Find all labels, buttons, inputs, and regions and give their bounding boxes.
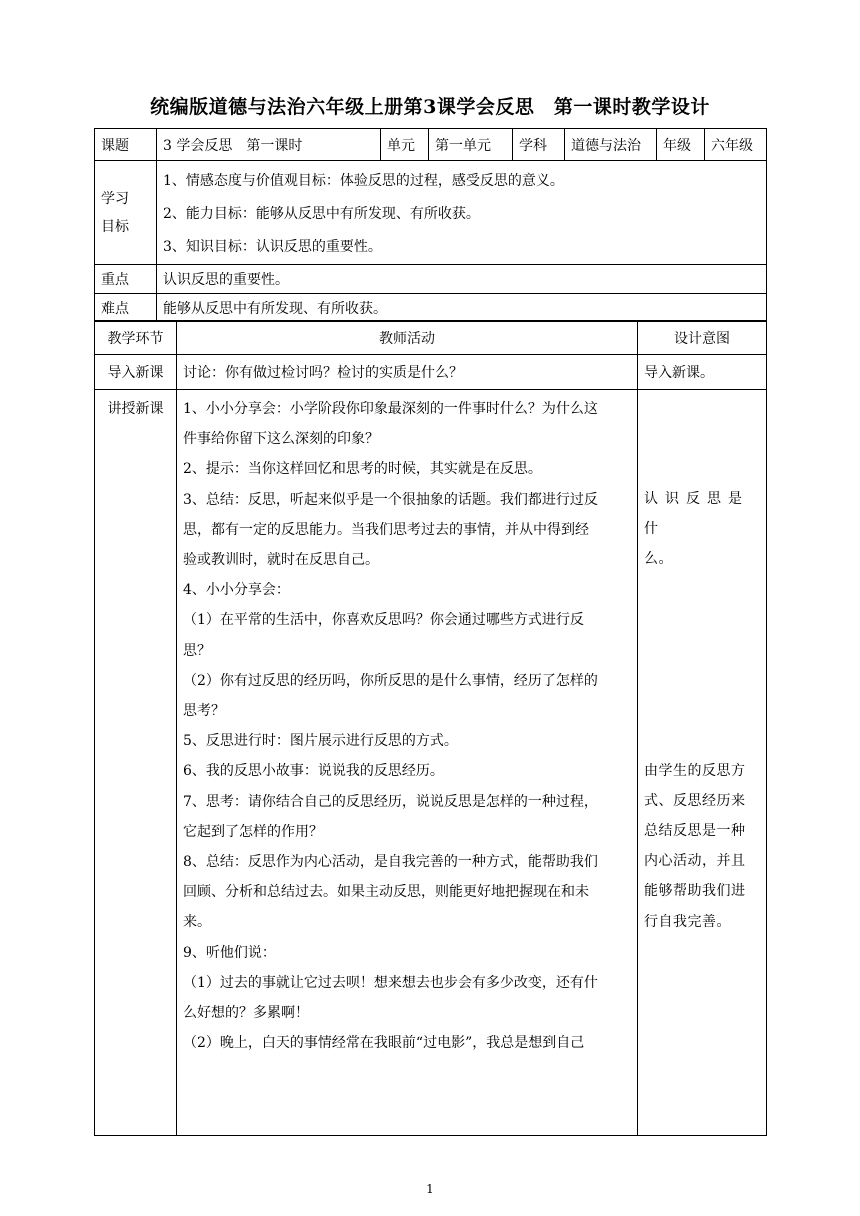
activity-line: 件事给你留下这么深刻的印象？: [183, 431, 379, 448]
activity-line: 5、反思进行时：图片展示进行反思的方式。: [183, 733, 458, 750]
activity-line: 9、听他们说：: [183, 944, 276, 961]
activity-line: 思考？: [183, 703, 225, 720]
goals-label-text: 学习目标: [101, 190, 129, 235]
goals-label: [95, 161, 157, 265]
lesson-header-row: [95, 321, 767, 355]
teach-activity: [177, 390, 638, 1136]
unit-value: 第一单元: [429, 129, 513, 161]
activity-line: 4、小小分享会：: [183, 582, 290, 599]
activity-line: 1、小小分享会：小学阶段你印象最深刻的一件事时什么？为什么这: [183, 401, 598, 417]
difficulty-row: [95, 294, 767, 322]
activity-line: 7、思考：请你结合自己的反思经历，说说反思是怎样的一种过程，: [183, 793, 598, 810]
goal-item: 2、能力目标：能够从反思中有所发现、有所收获。: [163, 206, 480, 222]
topic-label: 课题: [95, 129, 157, 161]
activity-line: 么好想的？多累啊！: [183, 1005, 309, 1022]
intent-line: 由学生的反思方: [644, 762, 746, 779]
goals-content: [157, 161, 767, 265]
goal-item: 3、知识目标：认识反思的重要性。: [163, 239, 382, 255]
intro-intent: 导入新课。: [638, 355, 767, 390]
intent-line: 式、反思经历来: [644, 792, 746, 809]
intro-activity: 讨论：你有做过检讨吗？检讨的实质是什么？: [177, 355, 638, 390]
activity-line: （1）过去的事就让它过去呗！想来想去也步会有多少改变，还有什: [183, 974, 598, 991]
topic-value: 3 学会反思 第一课时: [157, 129, 381, 161]
intent-header: 设计意图: [638, 321, 767, 355]
teach-stage: [95, 390, 177, 1136]
intent-line: 么。: [644, 551, 673, 568]
intro-row: [95, 355, 767, 390]
lesson-table: [94, 320, 767, 1136]
activity-line: 验或教训时，就时在反思自己。: [183, 552, 379, 569]
intro-stage: 导入新课: [95, 355, 177, 390]
activity-line: 8、总结：反思作为内心活动，是自我完善的一种方式，能帮助我们: [183, 854, 598, 871]
activity-line: （2）晚上，白天的事情经常在我眼前“过电影”，我总是想到自己: [183, 1035, 585, 1052]
teach-stage-text: 讲授新课: [107, 401, 164, 417]
activity-line: 思？: [183, 642, 211, 659]
page-number: 1: [426, 1182, 434, 1196]
activity-line: 3、总结：反思，听起来似乎是一个很抽象的话题。我们都进行过反: [183, 491, 598, 508]
activity-line: （1）在平常的生活中，你喜欢反思吗？你会通过哪些方式进行反: [183, 612, 584, 629]
activity-line: 思，都有一定的反思能力。当我们思考过去的事情，并从中得到经: [183, 521, 589, 538]
unit-label: 单元: [381, 129, 429, 161]
topic-row: [95, 129, 767, 161]
intent-line: 总结反思是一种: [644, 823, 746, 840]
subject-value: 道德与法治: [565, 129, 657, 161]
teach-row: [95, 390, 767, 1136]
intent-line: 内心活动，并且: [644, 853, 746, 870]
intent-line: 行自我完善。: [644, 913, 731, 930]
difficulty-label: 难点: [95, 294, 157, 322]
key-point-label: 重点: [95, 265, 157, 294]
intent-line: 能够帮助我们进: [644, 883, 746, 900]
goal-item: 1、情感态度与价值观目标：体验反思的过程，感受反思的意义。: [163, 173, 564, 189]
activity-line: 来。: [183, 914, 211, 931]
document-title: 统编版道德与法治六年级上册第3课学会反思 第一课时教学设计: [150, 96, 710, 118]
stage-header: 教学环节: [95, 321, 177, 355]
activity-line: （2）你有过反思的经历吗，你所反思的是什么事情，经历了怎样的: [183, 672, 598, 689]
activity-line: 6、我的反思小故事：说说我的反思经历。: [183, 763, 444, 780]
teach-intent: [638, 390, 767, 1136]
subject-label: 学科: [513, 129, 565, 161]
activity-header: 教师活动: [177, 321, 638, 355]
difficulty-value: 能够从反思中有所发现、有所收获。: [157, 294, 767, 322]
grade-label: 年级: [657, 129, 705, 161]
activity-line: 回顾、分析和总结过去。如果主动反思，则能更好地把握现在和未: [183, 884, 589, 901]
key-point-row: [95, 265, 767, 294]
goals-row: [95, 161, 767, 265]
intent-line: 认识反思是什: [644, 491, 749, 538]
grade-value: 六年级: [705, 129, 767, 161]
header-table: [94, 128, 767, 322]
key-point-value: 认识反思的重要性。: [157, 265, 767, 294]
activity-line: 2、提示：当你这样回忆和思考的时候，其实就是在反思。: [183, 461, 542, 478]
activity-line: 它起到了怎样的作用？: [183, 823, 323, 840]
